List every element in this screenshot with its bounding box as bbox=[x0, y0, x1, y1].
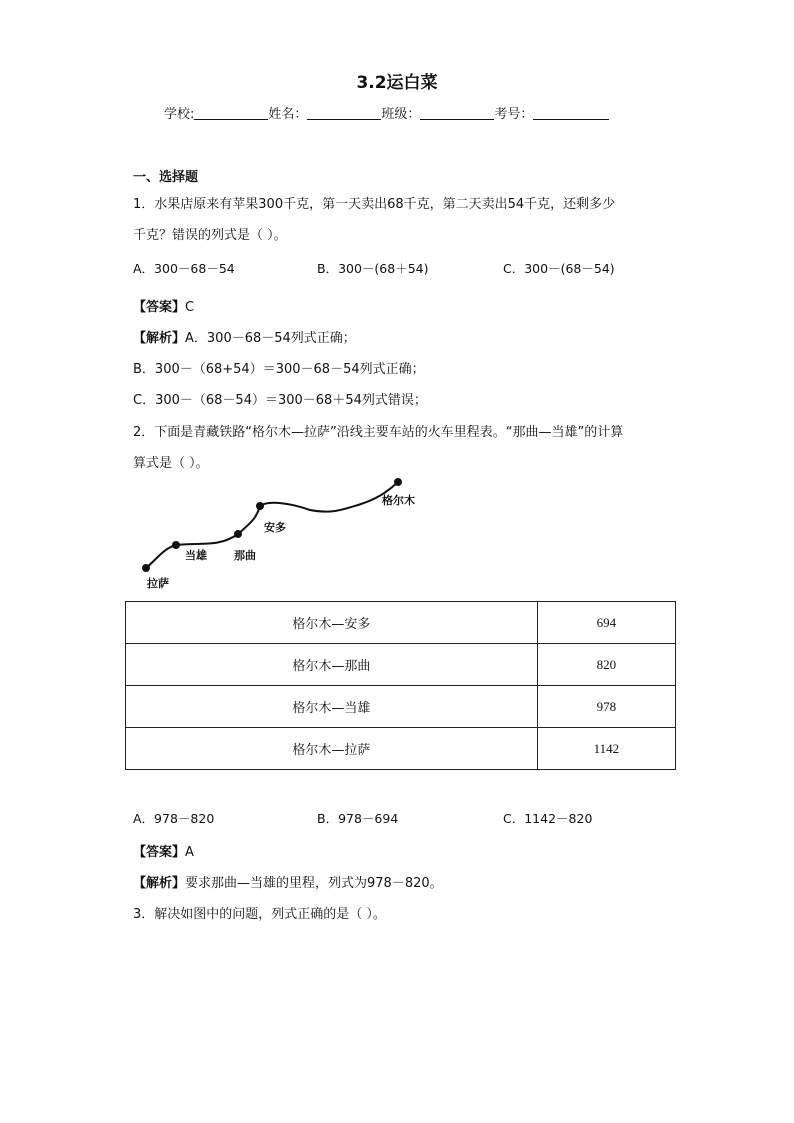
map-label-damxung: 当雄 bbox=[185, 549, 207, 562]
mileage-table bbox=[125, 601, 676, 770]
q1-analysis-line2: B．300－（68+54）＝300－68－54列式正确； bbox=[133, 362, 425, 377]
q1-analysis-line1: A．300－68－54列式正确； bbox=[185, 331, 356, 346]
table-row bbox=[126, 602, 676, 644]
school-blank bbox=[194, 105, 268, 120]
class-blank bbox=[420, 105, 494, 120]
name-label: 姓名： bbox=[268, 107, 308, 122]
distance-cell: 1142 bbox=[537, 728, 675, 770]
q1-analysis-label: 【解析】 bbox=[133, 331, 186, 346]
railway-route-map bbox=[130, 470, 430, 595]
class-label: 班级： bbox=[381, 107, 421, 122]
q1-analysis-line3: C．300－（68－54）＝300－68＋54列式错误； bbox=[133, 393, 427, 408]
school-label: 学校: bbox=[164, 107, 195, 122]
q1-analysis bbox=[133, 327, 356, 346]
table-row bbox=[126, 728, 676, 770]
table-row bbox=[126, 686, 676, 728]
distance-cell: 694 bbox=[537, 602, 675, 644]
exam-number-label: 考号： bbox=[494, 107, 534, 122]
station-dot-golmud bbox=[394, 478, 402, 486]
q2-stem-line2: 算式是（ ）。 bbox=[133, 456, 209, 471]
station-dot-lhasa bbox=[142, 564, 150, 572]
station-dot-damxung bbox=[172, 541, 180, 549]
map-label-amdo: 安多 bbox=[264, 521, 286, 534]
q2-analysis-label: 【解析】 bbox=[133, 876, 186, 891]
q1-answer-value: C bbox=[185, 300, 195, 315]
q2-analysis bbox=[133, 872, 443, 891]
distance-cell: 978 bbox=[537, 686, 675, 728]
q1-option-b: B．300－(68＋54) bbox=[317, 261, 429, 276]
q2-answer bbox=[133, 841, 194, 860]
q2-analysis-text: 要求那曲—当雄的里程，列式为978－820。 bbox=[185, 876, 443, 891]
exam-number-blank bbox=[533, 105, 609, 120]
q1-stem-line1: 1．水果店原来有苹果300千克，第一天卖出68千克，第二天卖出54千克，还剩多少 bbox=[133, 197, 616, 212]
q1-option-c: C．300－(68－54) bbox=[503, 261, 615, 276]
station-dot-amdo bbox=[256, 502, 264, 510]
student-info-row bbox=[164, 103, 609, 122]
route-cell: 格尔木—安多 bbox=[126, 602, 538, 644]
distance-cell: 820 bbox=[537, 644, 675, 686]
route-cell: 格尔木—当雄 bbox=[126, 686, 538, 728]
page-title: 3.2运白菜 bbox=[356, 73, 438, 93]
q2-answer-label: 【答案】 bbox=[133, 845, 186, 860]
q2-option-b: B．978－694 bbox=[317, 811, 399, 826]
station-dot-nagqu bbox=[234, 530, 242, 538]
q1-answer bbox=[133, 296, 194, 315]
q2-stem-line1: 2．下面是青藏铁路“格尔木—拉萨”沿线主要车站的火车里程表。“那曲—当雄”的计算 bbox=[133, 425, 624, 440]
map-label-lhasa: 拉萨 bbox=[147, 577, 169, 590]
table-row bbox=[126, 644, 676, 686]
route-cell: 格尔木—那曲 bbox=[126, 644, 538, 686]
name-blank bbox=[307, 105, 381, 120]
q2-option-a: A．978－820 bbox=[133, 811, 215, 826]
map-label-golmud: 格尔木 bbox=[382, 494, 415, 507]
q2-answer-value: A bbox=[185, 845, 194, 860]
q2-option-c: C．1142－820 bbox=[503, 811, 593, 826]
map-label-nagqu: 那曲 bbox=[234, 549, 256, 562]
q1-option-a: A．300－68－54 bbox=[133, 261, 235, 276]
section-title: 一、选择题 bbox=[133, 170, 199, 185]
route-cell: 格尔木—拉萨 bbox=[126, 728, 538, 770]
q3-stem-line1: 3．解决如图中的问题，列式正确的是（ ）。 bbox=[133, 907, 386, 922]
q1-stem-line2: 千克？错误的列式是（ ）。 bbox=[133, 228, 287, 243]
q1-answer-label: 【答案】 bbox=[133, 300, 186, 315]
